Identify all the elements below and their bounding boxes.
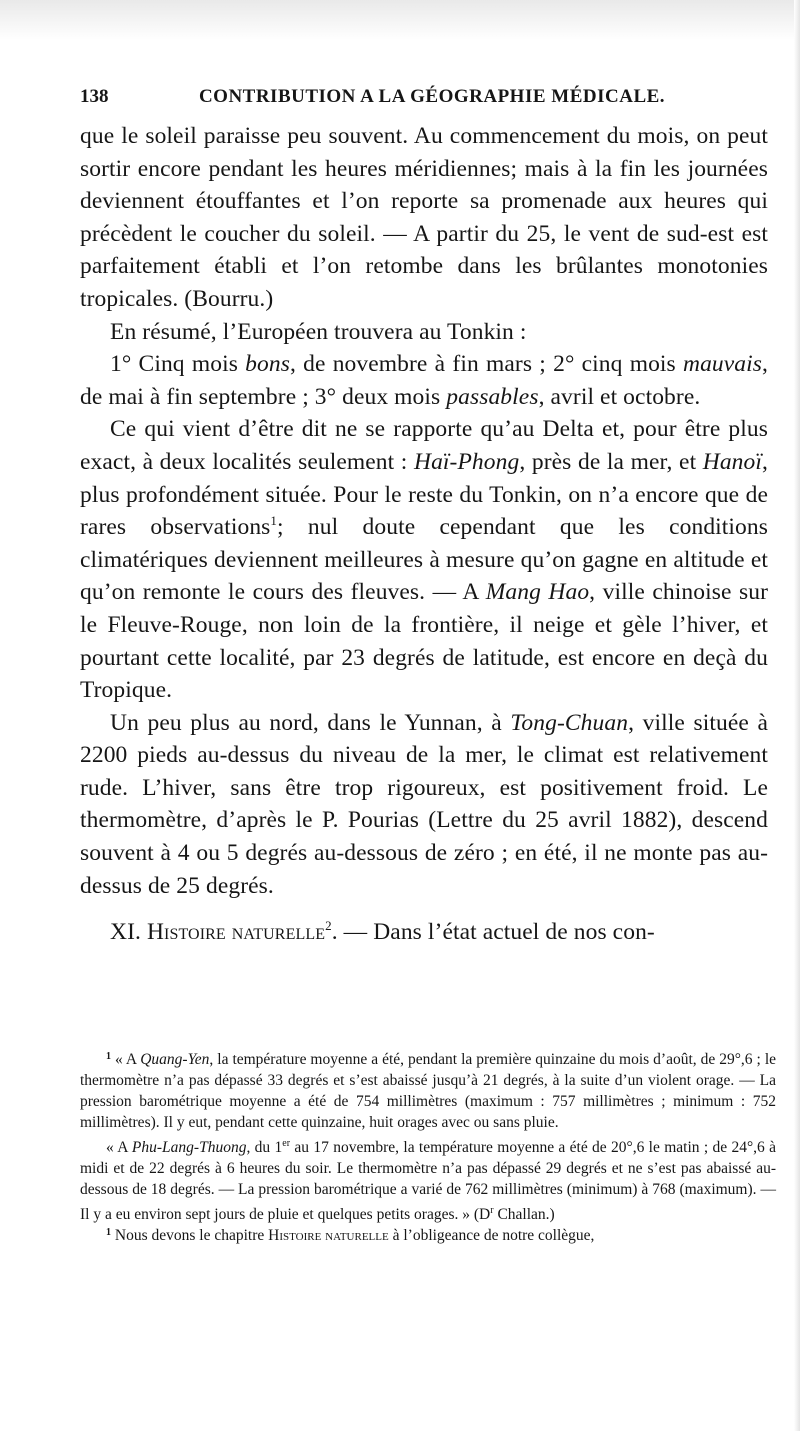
- text-run: , avril et octobre.: [538, 383, 701, 410]
- text-run: , du 1: [246, 1138, 283, 1156]
- footnote-mark: 1: [106, 1226, 111, 1238]
- footnote: [80, 1134, 776, 1226]
- running-title: CONTRIBUTION A LA GÉOGRAPHIE MÉDICALE.: [198, 86, 666, 107]
- text-run: , de novembre à fin mars ; 2° cinq mois: [289, 351, 683, 378]
- text-run: , ville chinoise sur le Fleuve-Rouge, non loin de la frontière, il neige et gèle l’hiver, et pourtant cette localité, par 23 degrés de latitude, est encore en deçà du Tropique.: [80, 579, 768, 704]
- place-name: Mang Hao: [485, 579, 590, 606]
- page-number: 138: [80, 86, 109, 107]
- text-run: 1° Cinq mois: [110, 351, 246, 378]
- text-run: ; nul doute cependant que les conditions climatériques deviennent meilleures à mesure qu’on gagne en altitude et qu’on remonte le cours des fleuves. — A: [80, 514, 769, 606]
- text-run: à l’obligeance de notre collègue,: [388, 1226, 595, 1244]
- paragraph: [80, 348, 768, 413]
- italic-term: passables: [446, 383, 539, 410]
- running-header: [80, 86, 740, 112]
- text-run: Ce qui vient d’être dit ne se rapporte qu’au Delta et, pour être plus exact, à deux localités seulement :: [80, 416, 768, 475]
- text-run: , la température moyenne a été, pendant la première quinzaine du mois d’août, de 29°,6 ; le thermomètre n’a pas dépassé 33 degrés et s’est abaissé jusqu’à 21 degrés, à la suite d’un violent orage. — La pression barométrique moyenne a été de 754 millimètres (maximum : 757 millimètres ; minimum : 752 millimètres). Il y eut, pendant cette quinzaine, huit orages avec ou sans pluie.: [80, 1051, 777, 1131]
- footnote: [80, 1050, 776, 1134]
- section-title: Histoire naturelle: [146, 919, 326, 946]
- section-heading: [80, 916, 768, 949]
- text-run: , plus profondément située. Pour le reste du Tonkin, on n’a encore que de rares observations: [80, 448, 768, 541]
- text-run: « A: [115, 1051, 141, 1068]
- place-name: Tong-Chuan: [510, 709, 629, 736]
- place-name: Phu-Lang-Thuong: [131, 1138, 247, 1156]
- paragraph: [80, 413, 768, 706]
- text-run: « A: [106, 1138, 132, 1156]
- text-run: Nous devons le chapitre: [114, 1226, 269, 1244]
- footnote-ref[interactable]: 1: [270, 513, 278, 529]
- section-number: XI.: [110, 919, 147, 946]
- italic-term: mauvais: [683, 351, 763, 378]
- paragraph: En résumé, l’Européen trouvera au Tonkin :: [110, 318, 527, 345]
- title-suffix: r: [490, 1204, 494, 1216]
- text-run: . — Dans l’état actuel de nos con-: [331, 919, 655, 946]
- footnote-ref[interactable]: 2: [325, 918, 332, 934]
- text-run: , de mai à fin septembre ; 3° deux mois: [80, 351, 769, 410]
- text-run: au 17 novembre, la température moyenne a été de 20°,6 le matin ; de 24°,6 à midi et de 22 degrés à 6 heures du soir. Le thermomètre n’a pas dépassé 29 degrés et ne s’est pas abaissé au-dessous de 18 degrés. — La pression barométrique a varié de 762 millimètres (minimum) à 768 (maximum). — Il y a eu environ sept jours de pluie et quelques petits orages. » (D: [80, 1138, 777, 1223]
- ordinal-suffix: er: [282, 1137, 291, 1149]
- footnote-mark: 1: [106, 1051, 111, 1062]
- place-name: Quang-Yen: [140, 1051, 210, 1068]
- main-text: [80, 120, 768, 949]
- italic-term: bons: [245, 351, 290, 378]
- text-run: , ville située à 2200 pieds au-dessus du niveau de la mer, le climat est relativement rude. L’hiver, sans être trop rigoureux, est positivement froid. Le thermomètre, d’après le P. Pourias (Lettre du 25 avril 1882), descend souvent à 4 ou 5 degrés au-dessous de zéro ; en été, il ne monte pas au-dessus de 25 degrés.: [80, 709, 768, 899]
- scan-shadow: [0, 0, 800, 40]
- page-edge: [794, 0, 800, 1431]
- place-name: Hanoï: [702, 448, 763, 475]
- text-run: , près de la mer, et: [519, 448, 703, 475]
- section-title: Histoire naturelle: [268, 1226, 389, 1244]
- paragraph: [80, 707, 768, 903]
- paragraph: que le soleil paraisse peu souvent. Au commencement du mois, on peut sortir encore pendant les heures méridiennes; mais à la fin les journées deviennent étouffantes et l’on reporte sa promenade aux heures qui précèdent le coucher du soleil. — A partir du 25, le vent de sud-est est parfaitement établi et l’on retombe dans les brûlantes monotonies tropicales. (Bourru.): [80, 123, 768, 312]
- text-run: Challan.): [493, 1205, 555, 1223]
- place-name: Haï-Phong: [414, 448, 520, 475]
- footnote: [80, 1226, 776, 1247]
- footnotes: [80, 1050, 776, 1246]
- text-run: Un peu plus au nord, dans le Yunnan, à: [110, 709, 511, 736]
